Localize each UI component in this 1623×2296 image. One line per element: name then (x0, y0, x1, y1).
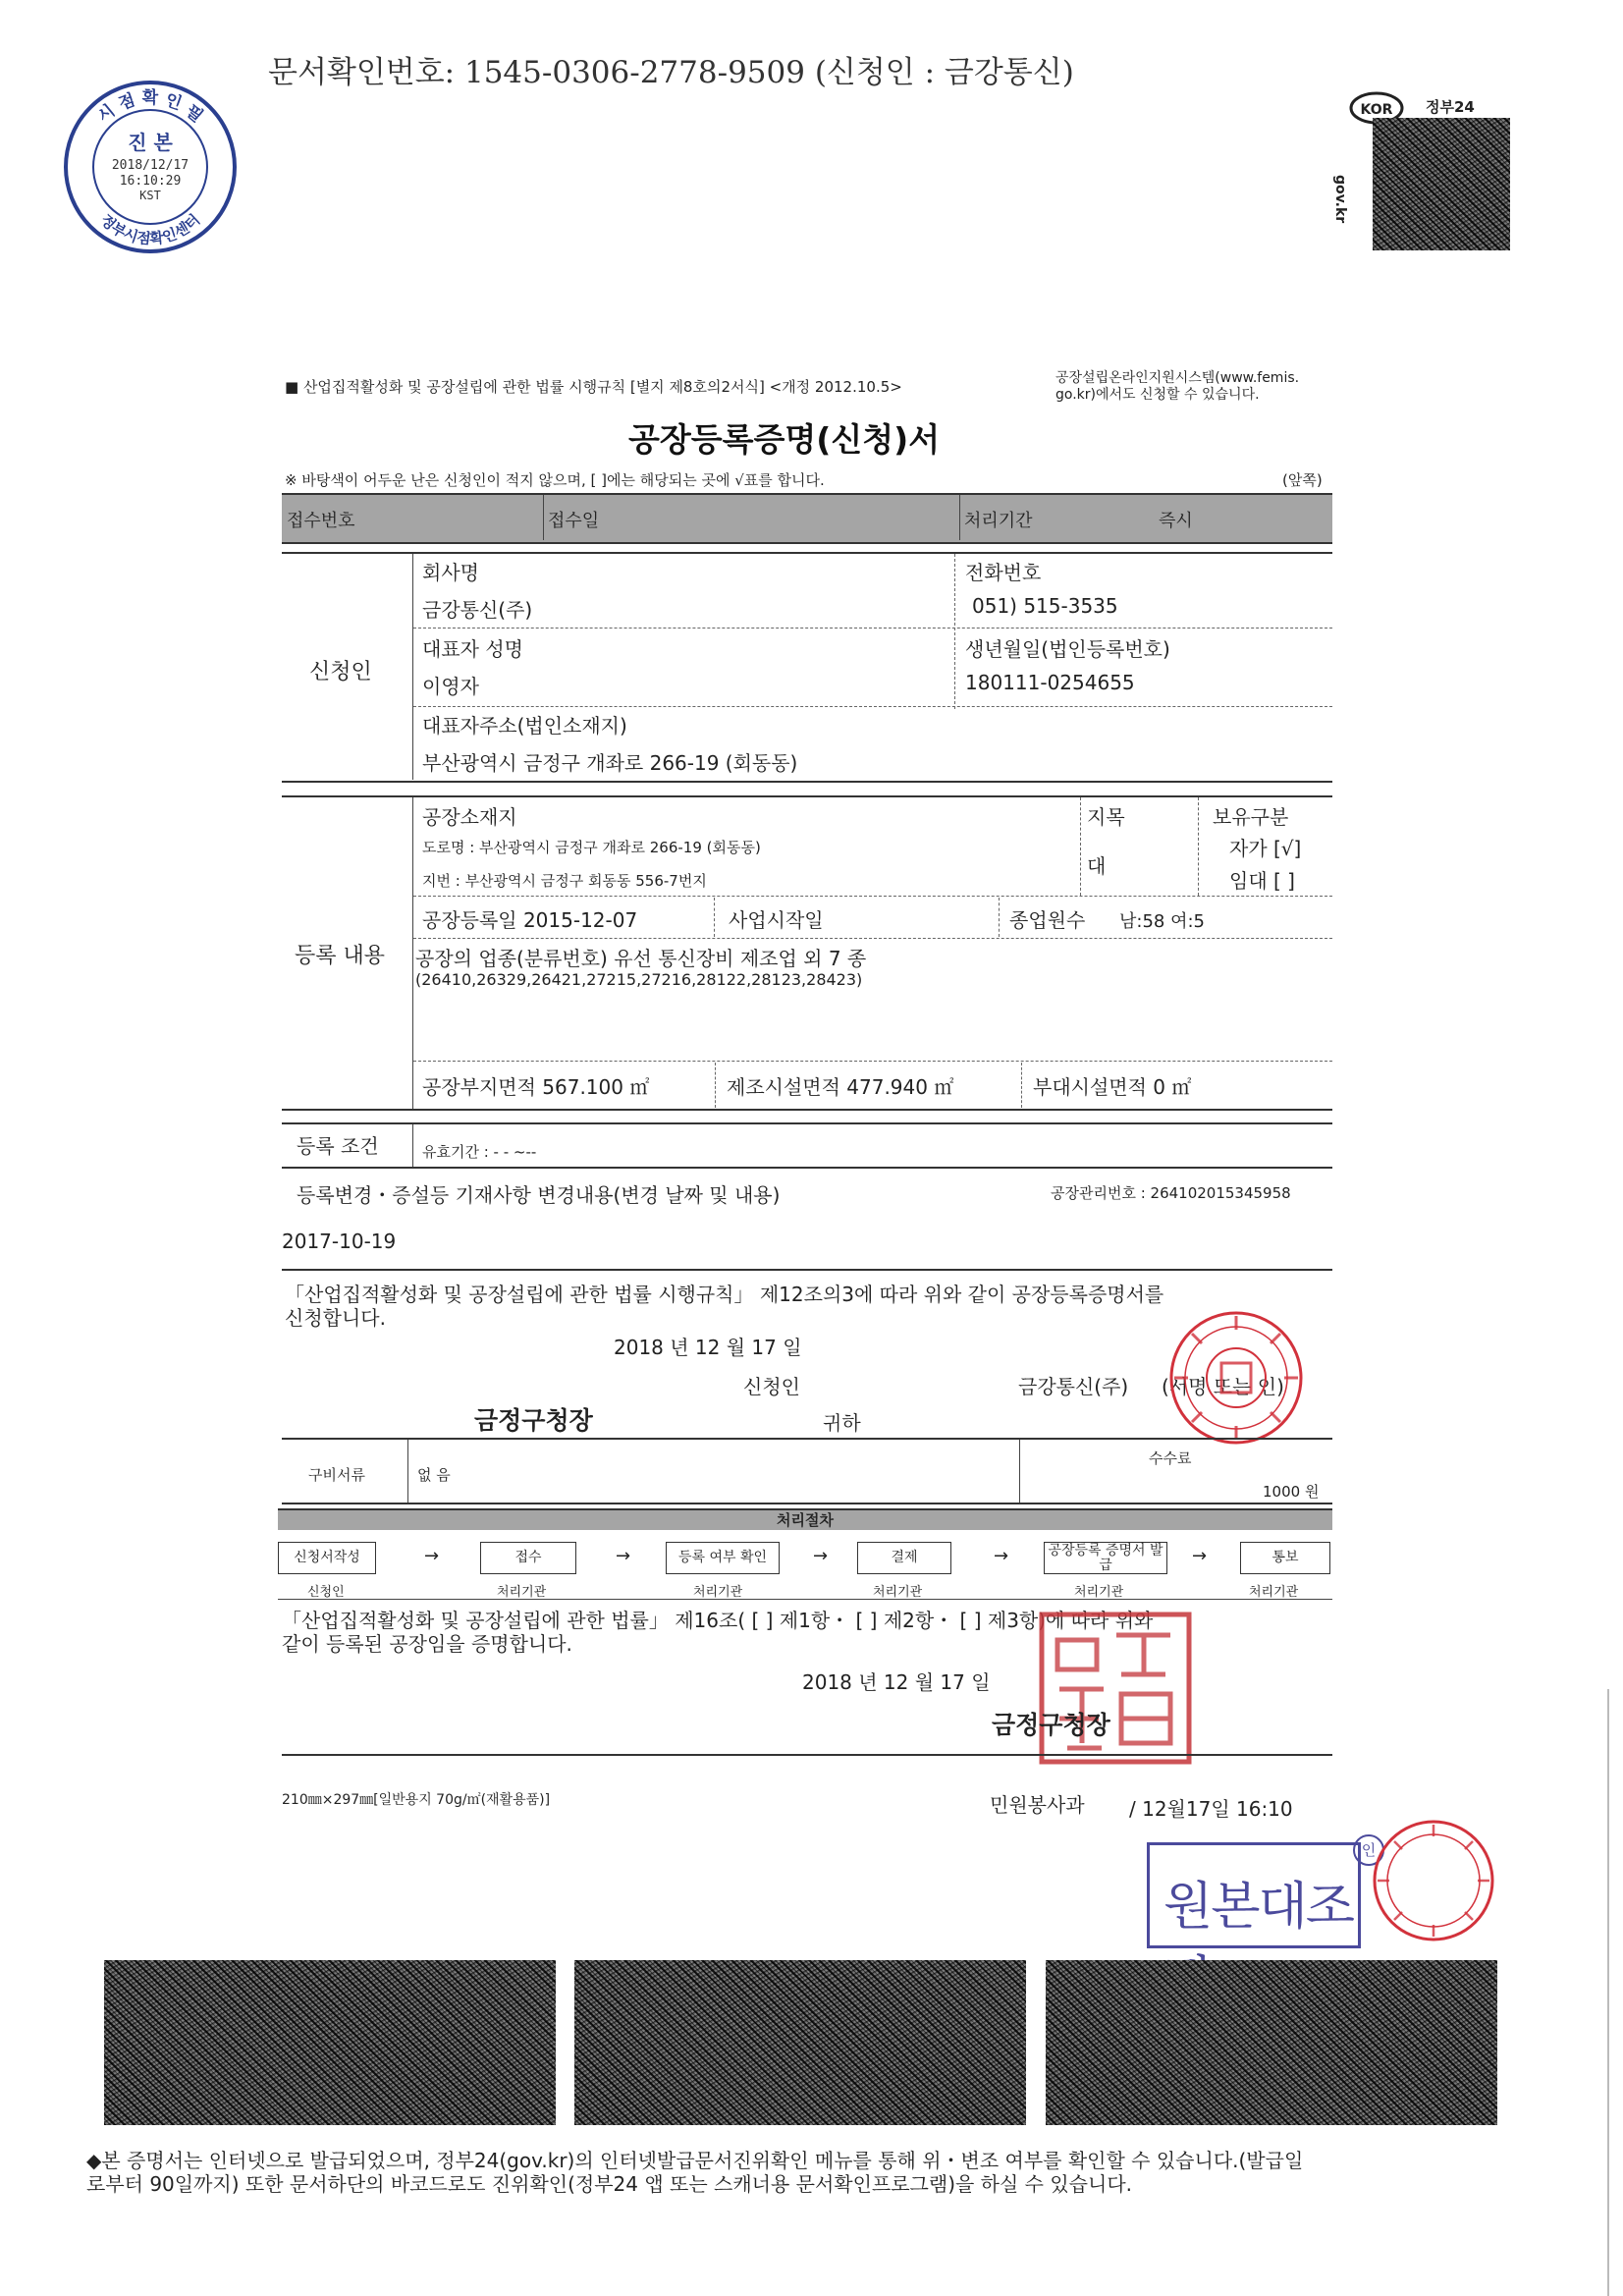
address-label: 대표자주소(법인소재지) (422, 714, 627, 738)
barcode-icon (104, 1960, 556, 2125)
validity-text: 유효기간 : - - ~-- (422, 1143, 537, 1161)
timestamp-seal (62, 79, 239, 255)
regulation-text: ■ 산업집적활성화 및 공장설립에 관한 법률 시행규칙 [별지 제8호의2서식] <개정 2012.10.5> (285, 378, 902, 396)
arrow-icon: → (424, 1546, 440, 1566)
certification-statement-1: 「산업집적활성화 및 공장설립에 관한 법률」 제16조( [ ] 제1항・ [ ] 제2항・ [ ] 제3항)에 따라 위와 (282, 1609, 1154, 1632)
official-square-seal (1038, 1611, 1195, 1768)
original-copy-seal-mark: 인 (1353, 1834, 1384, 1866)
step-6-box: 통보 (1240, 1542, 1330, 1574)
round-red-seal (1370, 1817, 1497, 1944)
recipient-honorific: 귀하 (823, 1411, 861, 1435)
original-copy-stamp-text: 원본대조 (1163, 1878, 1353, 1937)
civil-department: 민원봉사과 (990, 1793, 1085, 1817)
ownership-own: 자가 [√] (1229, 837, 1302, 860)
required-docs-label: 구비서류 (308, 1466, 365, 1484)
doc-check-number: 문서확인번호: 1545-0306-2778-9509 (신청인 : 금강통신) (268, 55, 1074, 90)
seal-center: 진 본 (128, 131, 173, 154)
application-statement-2: 신청합니다. (285, 1306, 386, 1330)
employees-value: 남:58 여:5 (1119, 911, 1205, 932)
changes-label: 등록변경・증설등 기재사항 변경내용(변경 날짜 및 내용) (297, 1183, 781, 1207)
seal-arc-top: 시 점 확 인 필 (93, 88, 207, 127)
fee-label: 수수료 (1149, 1449, 1192, 1467)
gov24-logo-text: 정부24 (1426, 98, 1475, 116)
arrow-icon: → (616, 1546, 631, 1566)
company-label: 회사명 (422, 561, 479, 584)
step-1-box: 신청서작성 (278, 1542, 376, 1574)
original-copy-stamp (1147, 1842, 1361, 1948)
step-1-actor: 신청인 (307, 1585, 345, 1600)
step-6-actor: 처리기관 (1249, 1585, 1299, 1600)
seal-time: 16:10:29 (119, 174, 182, 189)
arrow-icon: → (1192, 1546, 1208, 1566)
road-address: 도로명 : 부산광역시 금정구 개좌로 266-19 (회동동) (422, 839, 761, 856)
processing-period-value: 즉시 (1159, 511, 1193, 531)
arrow-icon: → (813, 1546, 829, 1566)
processing-period-label: 처리기간 (964, 511, 1033, 531)
business-start-label: 사업시작일 (729, 908, 824, 932)
application-statement-1: 「산업집적활성화 및 공장설립에 관한 법률 시행규칙」 제12조의3에 따라 위와 같이 공장등록증명서를 (285, 1283, 1164, 1306)
applicant-sign-label: 신청인 (743, 1375, 800, 1398)
factory-location-label: 공장소재지 (422, 805, 517, 829)
seal-arc-bottom: 정부시점확인센터 (96, 210, 204, 248)
procedure-title: 처리절차 (278, 1508, 1332, 1530)
barcode-icon (574, 1960, 1026, 2125)
civil-timestamp: / 12월17일 16:10 (1129, 1797, 1293, 1821)
receipt-no-label: 접수번호 (287, 511, 355, 531)
sign-note: (서명 또는 인) (1162, 1375, 1284, 1398)
land-category-label: 지목 (1087, 805, 1125, 829)
step-4-actor: 처리기관 (873, 1585, 923, 1600)
online-note-1: 공장설립온라인지원시스템(www.femis. (1055, 370, 1300, 386)
online-note-2: go.kr)에서도 신청할 수 있습니다. (1055, 387, 1260, 403)
scan-edge (1607, 1689, 1609, 2296)
registration-section-label: 등록 내용 (295, 944, 386, 968)
step-2-box: 접수 (480, 1542, 576, 1574)
page-side: (앞쪽) (1282, 471, 1323, 489)
ownership-lease: 임대 [ ] (1229, 869, 1295, 893)
qr-code-icon (1373, 118, 1510, 250)
step-2-actor: 처리기관 (497, 1585, 547, 1600)
company-value: 금강통신(주) (422, 598, 533, 622)
barcode-icon (1046, 1960, 1497, 2125)
footer-notice-2: 로부터 90일까지) 또한 문서하단의 바코드로도 진위확인(정부24 앱 또는 스캐너용 문서확인프로그램)을 하실 수 있습니다. (86, 2172, 1132, 2196)
form-title: 공장등록증명(신청)서 (628, 420, 941, 459)
paper-spec: 210㎜×297㎜[일반용지 70g/㎡(재활용품)] (282, 1792, 551, 1808)
fee-value: 1000 원 (1263, 1483, 1320, 1501)
land-category-value: 대 (1087, 854, 1107, 878)
required-docs-value: 없 음 (417, 1466, 451, 1484)
applicant-company-seal (1166, 1308, 1306, 1448)
registration-date: 공장등록일 2015-12-07 (422, 908, 638, 932)
footer-notice-1: ◆본 증명서는 인터넷으로 발급되었으며, 정부24(gov.kr)의 인터넷발급문서진위확인 메뉴를 통해 위・변조 여부를 확인할 수 있습니다.(발급일 (86, 2149, 1304, 2172)
issuer: 금정구청장 (992, 1711, 1110, 1739)
auxiliary-area: 부대시설면적 0 ㎡ (1033, 1075, 1192, 1099)
instruction-text: ※ 바탕색이 어두운 난은 신청인이 적지 않으며, [ ]에는 해당되는 곳에 √표를 합니다. (285, 471, 825, 489)
phone-value: 051) 515-3535 (972, 594, 1118, 618)
svg-text:KOR: KOR (1360, 102, 1393, 118)
applicant-sign-name: 금강통신(주) (1018, 1375, 1129, 1398)
employees-label: 종업원수 (1009, 908, 1086, 932)
certification-statement-2: 같이 등록된 공장임을 증명합니다. (282, 1632, 572, 1656)
step-3-actor: 처리기관 (693, 1585, 743, 1600)
management-number: 공장관리번호 : 264102015345958 (1051, 1184, 1291, 1202)
application-date: 2018 년 12 월 17 일 (614, 1336, 802, 1359)
rep-value: 이영자 (422, 675, 479, 698)
gov-kr-side-text: gov.kr (1332, 175, 1348, 224)
address-value: 부산광역시 금정구 개좌로 266-19 (회동동) (422, 751, 798, 775)
birth-label: 생년월일(법인등록번호) (965, 637, 1170, 661)
applicant-section-label: 신청인 (309, 660, 372, 684)
change-date: 2017-10-19 (282, 1230, 397, 1253)
step-4-box: 결제 (857, 1542, 951, 1574)
site-area: 공장부지면적 567.100 ㎡ (422, 1075, 650, 1099)
lot-address: 지번 : 부산광역시 금정구 회동동 556-7번지 (422, 872, 707, 890)
manufacturing-area: 제조시설면적 477.940 ㎡ (727, 1075, 954, 1099)
step-3-box: 등록 여부 확인 (666, 1542, 780, 1574)
phone-label: 전화번호 (965, 561, 1042, 584)
birth-value: 180111-0254655 (965, 671, 1135, 694)
step-5-actor: 처리기관 (1074, 1585, 1124, 1600)
arrow-icon: → (994, 1546, 1009, 1566)
seal-date: 2018/12/17 (111, 158, 189, 173)
rep-label: 대표자 성명 (422, 637, 523, 661)
receipt-date-label: 접수일 (548, 511, 600, 531)
industry-codes: (26410,26329,26421,27215,27216,28122,28123,28423) (415, 970, 863, 989)
step-5-box: 공장등록 증명서 발급 (1044, 1542, 1167, 1574)
ownership-label: 보유구분 (1213, 805, 1289, 829)
conditions-label: 등록 조건 (297, 1134, 379, 1158)
industry-text: 공장의 업종(분류번호) 유선 통신장비 제조업 외 7 종 (415, 947, 867, 970)
seal-tz: KST (139, 189, 161, 202)
recipient: 금정구청장 (474, 1406, 593, 1435)
certification-date: 2018 년 12 월 17 일 (802, 1670, 991, 1694)
